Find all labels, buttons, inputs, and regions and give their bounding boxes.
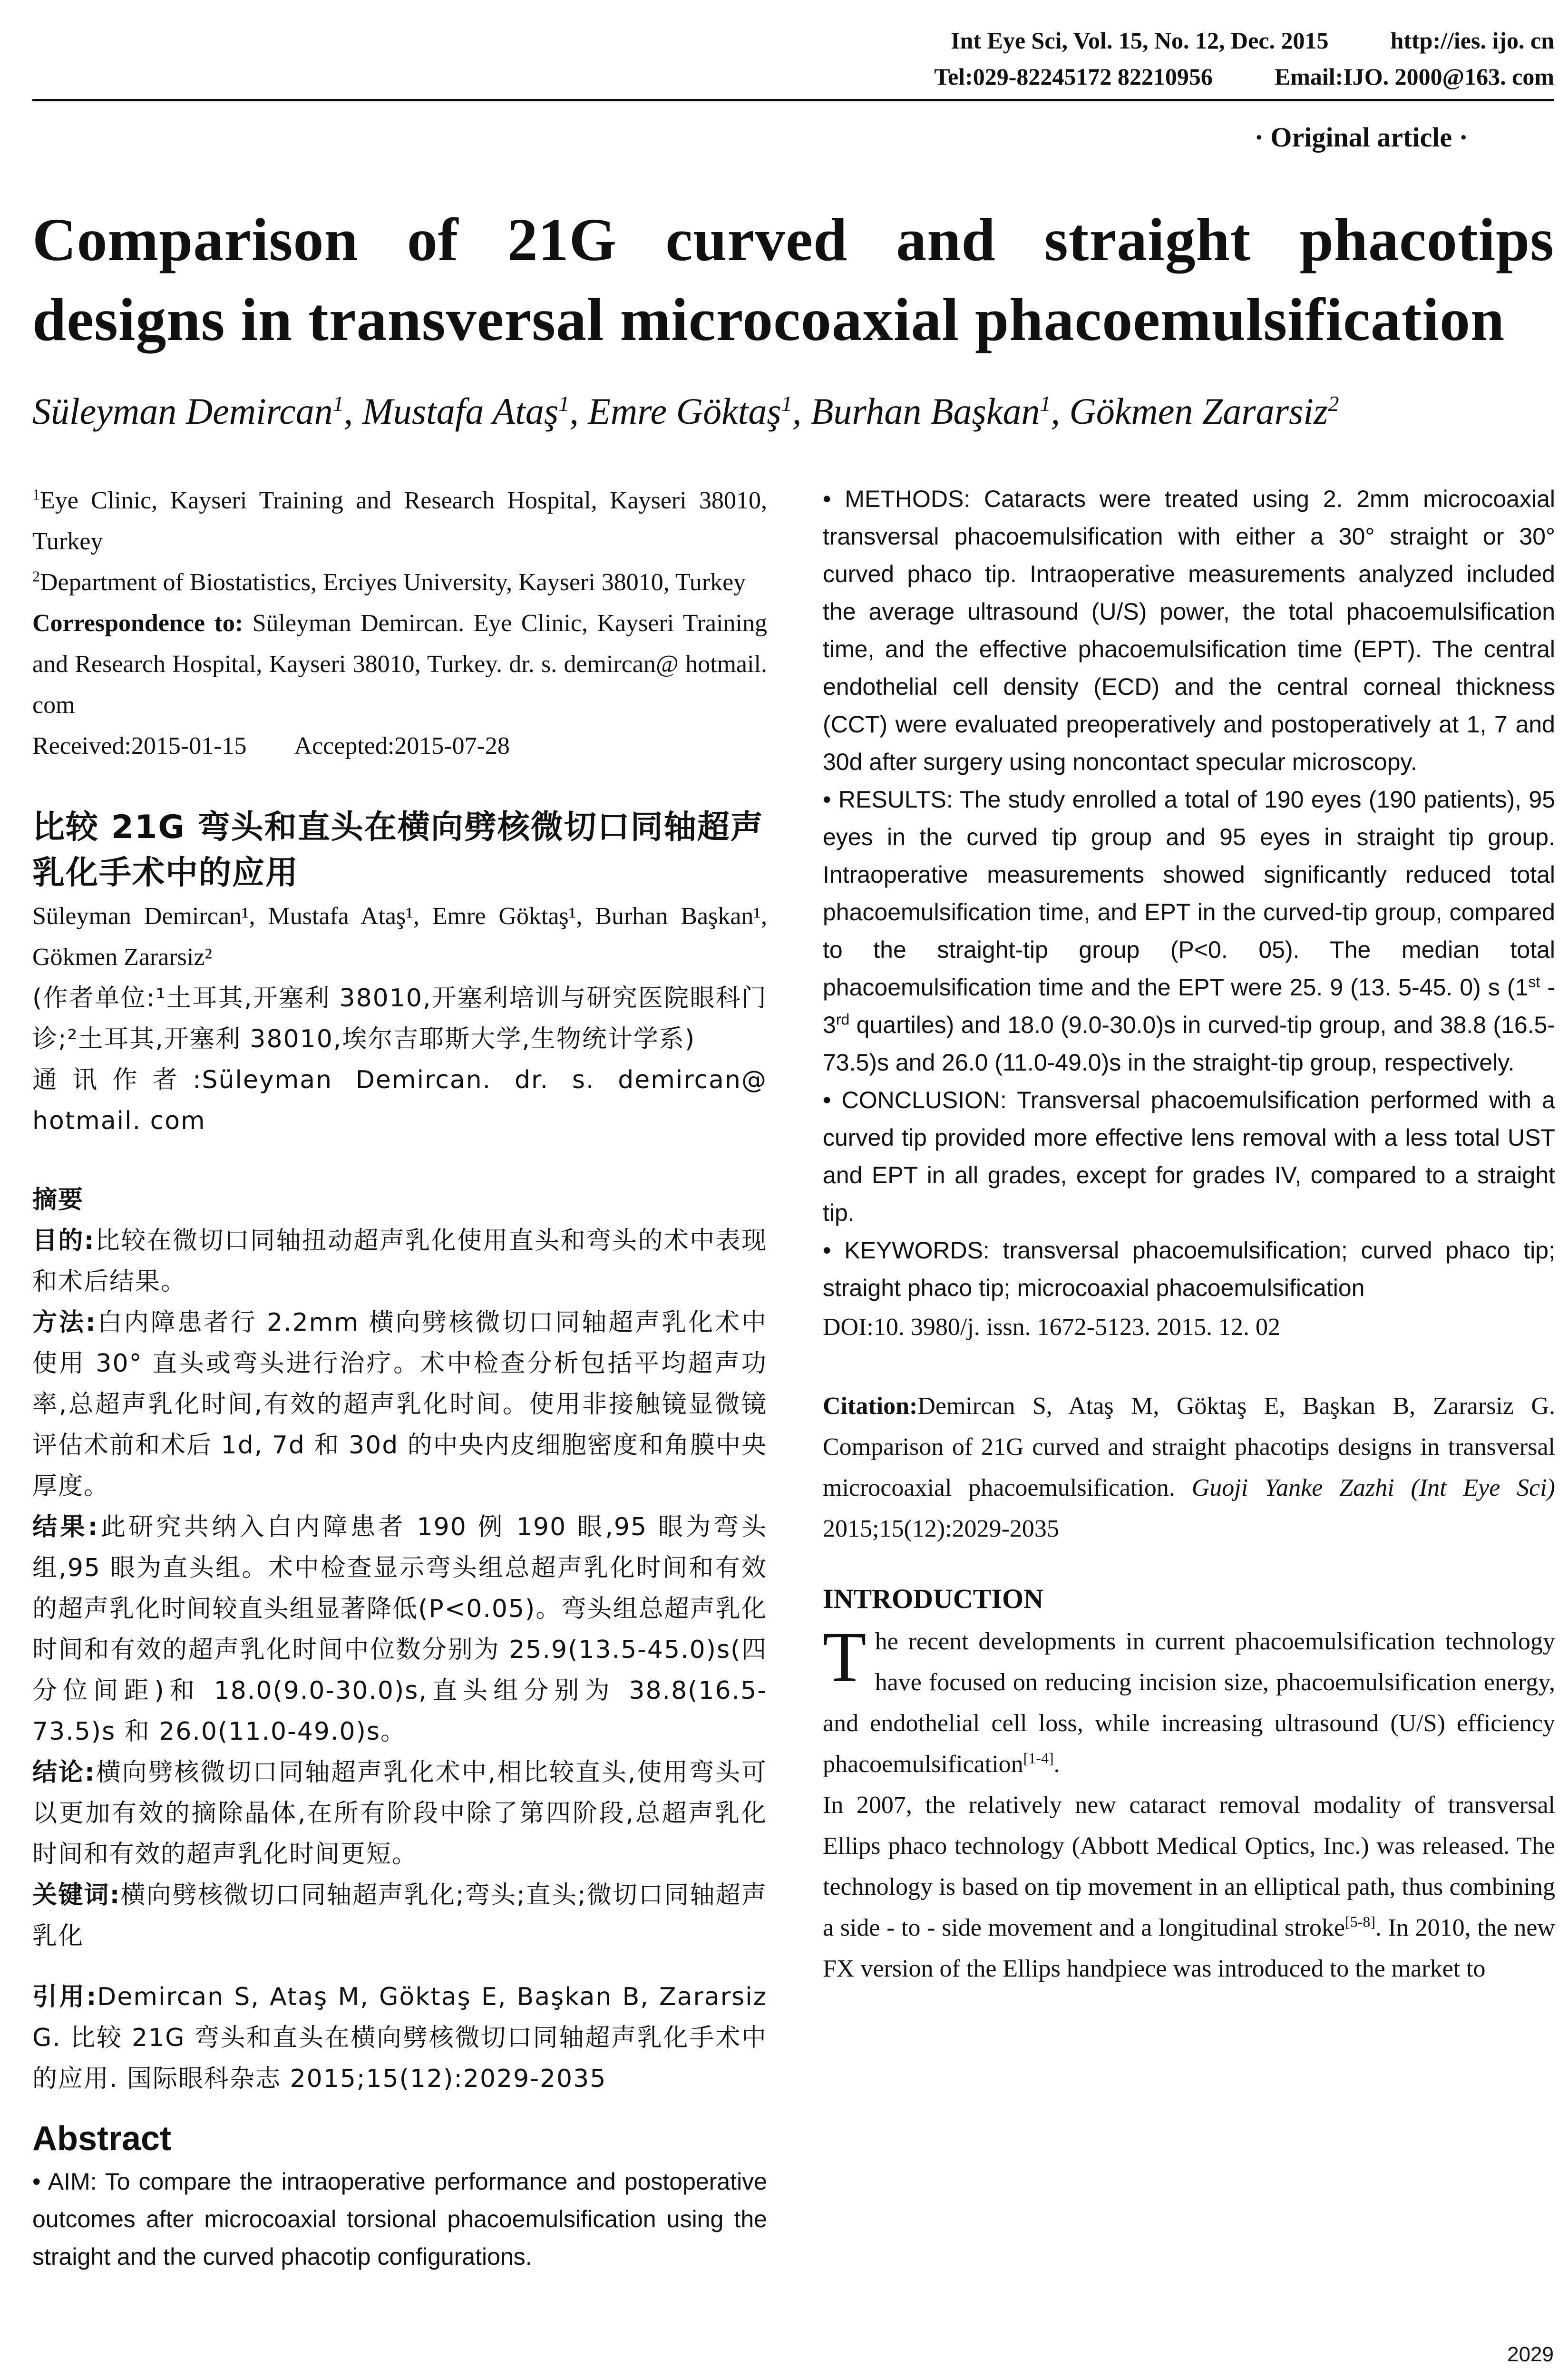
affiliation-2 [32,562,767,603]
author-sup: 2 [1328,391,1339,416]
conclusion-text: Transversal phacoemulsification performed with a curved tip provided more effective lens removal with a less total UST and EPT in all grades, except for grades IV, compared to a straight tip. [823,1087,1555,1226]
cn-authors: Süleyman Demircan¹, Mustafa Ataş¹, Emre Göktaş¹, Burhan Başkan¹, Gökmen Zararsiz² [32,903,767,971]
cn-methods-label: 方法: [32,1308,97,1337]
methods-label: • METHODS: [823,486,971,512]
intro-text: In 2007, the relatively new cataract removal modality of transversal Ellips phaco technology (Abbott Medical Optics, Inc.) was released. The technology is based on tip movement in an elliptical path, thus combining a side - to - side movement and a longitudinal stroke [823,1792,1555,1941]
header-row-journal [951,27,1554,54]
intro-text: . [1053,1751,1060,1778]
aim-text: To compare the intraoperative performance and postoperative outcomes after microcoaxial torsional phacoemulsification using the straight and the curved phacotip configurations. [32,2168,767,2270]
conclusion-label: • CONCLUSION: [823,1087,1007,1113]
cn-cite-label: 引用: [32,1983,97,2011]
cn-keywords-text: 横向劈核微切口同轴超声乳化;弯头;直头;微切口同轴超声乳化 [32,1881,767,1950]
author-name: Mustafa Ataş [362,390,559,432]
abstract-conclusion [823,1081,1555,1232]
cn-conclusion-text: 横向劈核微切口同轴超声乳化术中,相比较直头,使用弯头可以更加有效的摘除晶体,在所有阶段中除了第四阶段,总超声乳化时间和有效的超声乳化时间更短。 [32,1758,768,1869]
abstract-keywords [823,1232,1555,1307]
cn-results-label: 结果: [32,1513,99,1541]
cn-cite-text: Demircan S, Ataş M, Göktaş E, Başkan B, Zararsiz G. 比较 21G 弯头和直头在横向劈核微切口同轴超声乳化手术中的应用. 国际眼科杂志 2015;15(12):2029-2035 [32,1983,767,2093]
author-name: Emre Göktaş [588,390,781,432]
results-sup: st [1528,973,1540,991]
correspondence-label: Correspondence to: [32,610,243,637]
author-separator: , [569,390,588,432]
correspondence-text: Süleyman Demircan. Eye Clinic, Kayseri Training and Research Hospital, Kayseri 38010, Turkey. dr. s. demircan@ hotmail. com [32,610,767,719]
results-text: - 3 [823,974,1555,1038]
aff-sup: 2 [32,567,40,585]
cn-keywords [32,1875,767,1957]
received-date: Received:2015-01-15 [32,732,247,760]
journal-email[interactable]: Email:IJO. 2000@163. com [1274,63,1554,90]
author-separator: , [1051,390,1070,432]
results-text: The study enrolled a total of 190 eyes (190 patients), 95 eyes in the curved tip group and 95 eyes in straight tip group. Intraoperative measurements showed significantly reduced total phacoemulsification time, and EPT in the curved-tip group, compared to the straight-tip group (P<0. 05). The median total phacoemulsification time and the EPT were 25. 9 (13. 5-45. 0) s (1 [823,786,1555,1001]
correspondence [32,603,767,726]
results-label: • RESULTS: [823,786,953,813]
keywords-label: • KEYWORDS: [823,1237,990,1264]
journal-url[interactable]: http://ies. ijo. cn [1390,27,1554,54]
cn-methods-text: 白内障患者行 2.2mm 横向劈核微切口同轴超声乳化术中使用 30° 直头或弯头进行治疗。术中检查分析包括平均超声功率,总超声乳化时间,有效的超声乳化时间。使用非接触镜显微镜评估术前和术后 1d, 7d 和 30d 的中央内皮细胞密度和角膜中央厚度。 [32,1308,767,1500]
journal-tel: Tel:029-82245172 82210956 [934,63,1213,90]
results-text: quartiles) and 18.0 (9.0-30.0)s in curved-tip group, and 38.8 (16.5-73.5)s and 26.0 (11.0-49.0)s in the straight-tip group, respectively. [823,1012,1555,1076]
abstract-heading: Abstract [32,2120,172,2158]
intro-text: he recent developments in current phacoemulsification technology have focused on reducing incision size, phacoemulsification energy, and endothelial cell loss, while increasing ultrasound (U/S) efficiency phacoemulsification [823,1628,1555,1778]
cn-conclusion [32,1752,767,1875]
intro-text: . In 2010, the new FX version of the Ellips handpiece was introduced to the market to [823,1914,1555,1982]
cn-citation [32,1977,767,2099]
journal-info: Int Eye Sci, Vol. 15, No. 12, Dec. 2015 [951,27,1329,54]
section-label: · Original article · [1254,122,1468,153]
drop-cap: T [823,1617,867,1696]
abstract-methods [823,480,1555,781]
affiliation-text: Eye Clinic, Kayseri Training and Research Hospital, Kayseri 38010, Turkey [32,487,767,555]
cn-keywords-label: 关键词: [32,1881,121,1909]
affiliation-text: Department of Biostatistics, Erciyes University, Kayseri 38010, Turkey [40,569,746,596]
article-title: Comparison of 21G curved and straight phacotips designs in transversal microcoaxial phacoemulsification [32,206,1554,353]
intro-paragraph-1 [823,1617,1555,1785]
cn-title: 比较 21G 弯头和直头在横向劈核微切口同轴超声乳化手术中的应用 [32,809,764,892]
cn-aim [32,1220,767,1302]
author-name: Burhan Başkan [810,390,1040,432]
right-column [823,480,1555,1989]
intro-paragraph-2 [823,1785,1555,1989]
header-row-contact [934,63,1554,90]
aff-sup: 1 [32,486,40,503]
abstract-aim [32,2163,767,2276]
running-header [32,19,1554,102]
keywords-text: transversal phacoemulsification; curved phaco tip; straight phaco tip; microcoaxial phacoemulsification [823,1237,1555,1301]
cn-results-text: 此研究共纳入白内障患者 190 例 190 眼,95 眼为弯头组,95 眼为直头组。术中检查显示弯头组总超声乳化时间和有效的超声乳化时间较直头组显著降低(P<0.05)。弯头组总超声乳化时间和有效的超声乳化时间中位数分别为 25.9(13.5-45.0)s(四分位间距)和 18.0(9.0-30.0)s,直头组分别为 38.8(16.5-73.5)s 和 26.0(11.0-49.0)s。 [32,1513,767,1746]
doi[interactable]: DOI:10. 3980/j. issn. 1672-5123. 2015. 12. 02 [823,1314,1280,1341]
author-list [32,390,1554,433]
introduction-heading: INTRODUCTION [823,1583,1044,1614]
cn-aim-text: 比较在微切口同轴扭动超声乳化使用直头和弯头的术中表现和术后结果。 [32,1227,767,1296]
author-name: Gökmen Zararsiz [1069,390,1328,432]
affiliation-1 [32,480,767,562]
citation-ref[interactable]: [1-4] [1023,1749,1054,1767]
citation-label: Citation: [823,1393,918,1420]
accepted-date: Accepted:2015-07-28 [294,732,510,760]
cn-methods [32,1302,767,1507]
page-number: 2029 [1507,2343,1554,2366]
results-sup: rd [836,1011,850,1028]
methods-text: Cataracts were treated using 2. 2mm microcoaxial transversal phacoemulsification with either a 30° straight or 30° curved phaco tip. Intraoperative measurements analyzed included the average ultrasound (U/S) power, the total phacoemulsification time, and the effective phacoemulsification time (EPT). The central endothelial cell density (ECD) and the central corneal thickness (CCT) were evaluated preoperatively and postoperatively at 1, 7 and 30d after surgery using noncontact specular microscopy. [823,486,1555,775]
cn-aim-label: 目的: [32,1227,95,1255]
citation-ref[interactable]: [5-8] [1345,1913,1375,1930]
cn-abstract-head: 摘要 [32,1186,84,1214]
author-sup: 1 [558,391,570,416]
author-separator: , [343,390,362,432]
citation [823,1386,1555,1549]
author-name: Süleyman Demircan [32,390,333,432]
aim-label: • AIM: [32,2168,97,2195]
author-sup: 1 [781,391,792,416]
cn-results [32,1507,767,1752]
author-sup: 1 [332,391,344,416]
cn-units: (作者单位:¹土耳其,开塞利 38010,开塞利培训与研究医院眼科门诊;²土耳其,开塞利 38010,埃尔吉耶斯大学,生物统计学系) [32,984,767,1053]
dates [32,726,767,767]
author-separator: , [792,390,811,432]
citation-text: Demircan S, Ataş M, Göktaş E, Başkan B, Zararsiz G. Comparison of 21G curved and straight phacotips designs in transversal microcoaxial phacoemulsification. [823,1393,1555,1501]
cn-conclusion-label: 结论: [32,1758,96,1787]
left-column [32,480,767,2276]
citation-journal: Guoji Yanke Zazhi (Int Eye Sci) [1191,1474,1555,1501]
abstract-results [823,781,1555,1081]
citation-tail: 2015;15(12):2029-2035 [823,1515,1059,1542]
author-sup: 1 [1040,391,1051,416]
header-rule [32,99,1554,101]
cn-correspondence: 通讯作者:Süleyman Demircan. dr. s. demircan@ hotmail. com [32,1066,767,1135]
